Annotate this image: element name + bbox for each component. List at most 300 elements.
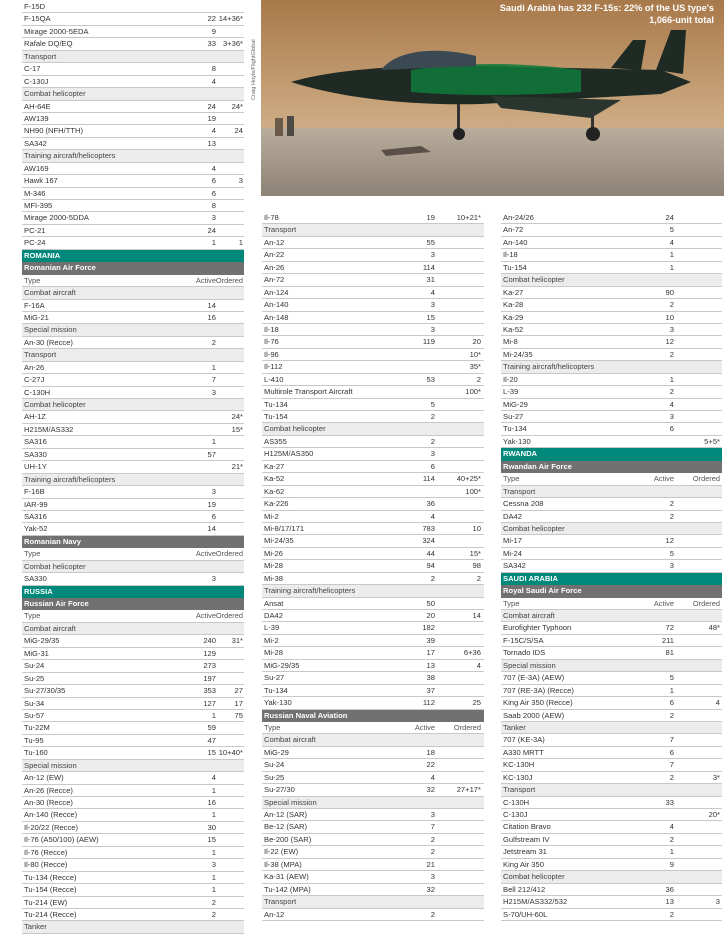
- table-row: [262, 535, 484, 547]
- active-count: 2: [669, 499, 674, 509]
- active-count: 4: [211, 126, 216, 136]
- ordered-count: 24: [234, 126, 243, 136]
- row-label: KC-130J: [503, 772, 533, 782]
- active-count: 4: [669, 399, 674, 409]
- row-label: SA316: [24, 511, 47, 521]
- active-count: 3: [211, 213, 216, 223]
- table-row: [501, 884, 722, 896]
- active-count: 353: [203, 686, 216, 696]
- active-count: 783: [422, 523, 435, 533]
- ordered-count: 27: [234, 686, 243, 696]
- ordered-count: Ordered: [215, 549, 243, 559]
- row-label: Hawk 167: [24, 176, 58, 186]
- row-label: Ka-27: [264, 461, 285, 471]
- active-count: 50: [426, 598, 435, 608]
- ordered-count: 31*: [231, 636, 243, 646]
- table-row: [22, 76, 244, 88]
- active-count: 3: [430, 810, 435, 819]
- row-label: H125M/AS350: [264, 449, 314, 459]
- row-label: Be-12 (SAR): [264, 822, 308, 832]
- column-header-row: [22, 275, 244, 287]
- active-count: 1: [669, 685, 674, 695]
- active-count: 30: [207, 822, 216, 832]
- row-label: An-148: [264, 312, 289, 322]
- row-label: L-39: [503, 387, 519, 397]
- force-header: [501, 585, 722, 597]
- table-row: [501, 374, 722, 386]
- table-row: [262, 436, 484, 448]
- active-count: 1: [669, 847, 674, 857]
- category-row: [22, 150, 244, 162]
- row-label: 707 (KE-3A): [503, 735, 545, 745]
- country-header: [22, 586, 244, 598]
- row-label: F-15D: [24, 2, 46, 11]
- row-label: Transport: [503, 785, 536, 795]
- active-count: 59: [207, 723, 216, 733]
- active-count: 18: [426, 747, 435, 757]
- row-label: Ka-27: [503, 287, 524, 297]
- row-label: RUSSIA: [24, 586, 53, 596]
- row-label: Tu-134: [264, 685, 288, 695]
- active-count: 182: [422, 623, 435, 633]
- table-row: [501, 797, 722, 809]
- active-count: 2: [669, 834, 674, 844]
- row-label: Tu-134: [503, 424, 527, 434]
- row-label: Tu-142 (MPA): [264, 884, 311, 894]
- active-count: 24: [665, 213, 674, 222]
- active-count: 2: [430, 573, 435, 583]
- table-row: [22, 872, 244, 884]
- row-label: PC-24: [24, 238, 46, 248]
- active-count: 14: [207, 300, 216, 310]
- force-header: [501, 461, 722, 473]
- row-label: DA42: [503, 511, 522, 521]
- row-label: Combat aircraft: [503, 611, 555, 620]
- column-header-row: [22, 548, 244, 560]
- row-label: L-410: [264, 374, 284, 384]
- row-label: RWANDA: [503, 449, 538, 459]
- active-count: 240: [203, 636, 216, 646]
- ordered-count: 14+36*: [218, 14, 243, 24]
- category-row: [501, 361, 722, 373]
- table-row: [22, 300, 244, 312]
- active-count: 31: [426, 275, 435, 285]
- row-label: King Air 350: [503, 859, 544, 869]
- ordered-count: 48*: [708, 623, 720, 633]
- table-row: [22, 660, 244, 672]
- active-count: 53: [426, 374, 435, 384]
- ordered-count: 15*: [469, 548, 481, 558]
- row-label: Bell 212/412: [503, 884, 546, 894]
- row-label: Type: [264, 722, 281, 732]
- row-label: Su-24: [24, 661, 45, 671]
- table-row: [501, 312, 722, 324]
- row-label: Transport: [24, 51, 57, 61]
- active-count: 3: [430, 324, 435, 334]
- row-label: Ka-29: [503, 312, 524, 322]
- table-row: [22, 511, 244, 523]
- active-count: 3: [211, 387, 216, 397]
- table-row: [501, 821, 722, 833]
- row-label: Special mission: [264, 797, 317, 807]
- row-label: Il-96: [264, 349, 279, 359]
- row-label: Royal Saudi Air Force: [503, 586, 582, 596]
- active-count: 3: [430, 300, 435, 310]
- ordered-count: 10*: [469, 349, 481, 359]
- row-label: Tanker: [24, 922, 47, 932]
- active-count: 4: [211, 163, 216, 173]
- row-label: F-16A: [24, 300, 45, 310]
- row-label: An-72: [264, 275, 285, 285]
- table-row: [501, 411, 722, 423]
- active-count: 1: [211, 710, 216, 720]
- active-count: 33: [665, 797, 674, 807]
- row-label: S-70/UH-60L: [503, 909, 548, 919]
- row-label: Romanian Air Force: [24, 263, 96, 273]
- force-header: [262, 710, 484, 722]
- table-column-3: [501, 212, 722, 921]
- active-count: 36: [426, 499, 435, 509]
- row-label: SA330: [24, 574, 47, 584]
- category-row: [22, 399, 244, 411]
- column-header-row: [262, 722, 484, 734]
- active-count: 1: [211, 785, 216, 795]
- row-label: An-30 (Recce): [24, 798, 73, 807]
- force-header: [22, 536, 244, 548]
- table-row: [501, 809, 722, 821]
- row-label: An-26: [264, 262, 285, 272]
- active-count: 4: [669, 237, 674, 247]
- row-label: MiG-21: [24, 312, 49, 322]
- row-label: Training aircraft/helicopters: [24, 151, 116, 161]
- row-label: Citation Bravo: [503, 822, 551, 832]
- ordered-count: 3*: [712, 772, 720, 782]
- row-label: Il-18: [264, 324, 279, 334]
- table-row: [501, 386, 722, 398]
- active-count: 32: [426, 785, 435, 795]
- table-row: [262, 262, 484, 274]
- table-row: [22, 648, 244, 660]
- row-label: An-26: [24, 362, 45, 372]
- photo-caption: Saudi Arabia has 232 F-15s: 22% of the US type's 1,066-unit total: [499, 3, 714, 25]
- table-row: [262, 834, 484, 846]
- ordered-count: Ordered: [215, 275, 243, 285]
- ordered-count: Ordered: [692, 598, 720, 608]
- table-row: [22, 573, 244, 585]
- ordered-count: 21*: [231, 462, 243, 472]
- row-label: An-12: [264, 909, 285, 919]
- row-label: Mi-8/17/171: [264, 523, 305, 533]
- active-count: 7: [669, 735, 674, 745]
- table-row: [262, 784, 484, 796]
- table-row: [501, 560, 722, 572]
- row-label: Tu-214 (EW): [24, 897, 68, 907]
- row-label: Be-200 (SAR): [264, 834, 312, 844]
- row-label: L-39: [264, 623, 280, 633]
- table-row: [262, 274, 484, 286]
- row-label: Training aircraft/helicopters: [24, 474, 116, 484]
- active-count: 19: [207, 113, 216, 123]
- row-label: Tu-160: [24, 748, 48, 758]
- row-label: UH-1Y: [24, 462, 47, 472]
- table-row: [262, 573, 484, 585]
- row-label: Combat helicopter: [24, 561, 86, 571]
- ordered-count: 40+25*: [456, 474, 481, 484]
- row-label: Cessna 208: [503, 499, 544, 509]
- row-label: Mirage 2000-5DDA: [24, 213, 89, 223]
- active-count: 9: [211, 26, 216, 36]
- row-label: Combat aircraft: [264, 735, 316, 745]
- table-row: [22, 834, 244, 846]
- active-count: 273: [203, 661, 216, 671]
- table-row: [22, 101, 244, 113]
- row-label: C-17: [24, 64, 41, 74]
- table-row: [501, 262, 722, 274]
- row-label: Mi-28: [264, 648, 283, 658]
- row-label: Ka-226: [264, 499, 289, 509]
- active-count: Active: [195, 549, 216, 559]
- category-row: [22, 561, 244, 573]
- ordered-count: 10+21*: [456, 213, 481, 222]
- active-count: 4: [211, 76, 216, 86]
- table-row: [262, 672, 484, 684]
- category-row: [22, 349, 244, 361]
- table-row: [22, 884, 244, 896]
- table-row: [22, 337, 244, 349]
- active-count: 2: [430, 909, 435, 919]
- active-count: 4: [430, 511, 435, 521]
- active-count: 24: [207, 225, 216, 235]
- active-count: 2: [669, 349, 674, 359]
- row-label: Type: [503, 474, 520, 484]
- row-label: MiG-29/35: [24, 636, 60, 646]
- category-row: [501, 610, 722, 622]
- active-count: 3: [430, 449, 435, 459]
- table-row: [262, 349, 484, 361]
- active-count: 39: [426, 635, 435, 645]
- row-label: Russian Naval Aviation: [264, 710, 348, 720]
- table-row: [501, 498, 722, 510]
- active-count: 1: [211, 872, 216, 882]
- table-row: [22, 312, 244, 324]
- active-count: 94: [426, 561, 435, 571]
- category-row: [501, 523, 722, 535]
- table-row: [262, 772, 484, 784]
- row-label: Su-24: [264, 760, 285, 770]
- table-row: [262, 884, 484, 896]
- row-label: Special mission: [24, 760, 77, 770]
- table-row: [262, 299, 484, 311]
- row-label: ROMANIA: [24, 250, 61, 260]
- active-count: 7: [211, 375, 216, 385]
- table-row: [501, 224, 722, 236]
- row-label: SA316: [24, 437, 47, 447]
- row-label: SAUDI ARABIA: [503, 573, 558, 583]
- row-label: MiG-29: [264, 747, 289, 757]
- table-row: [501, 834, 722, 846]
- row-label: Tanker: [503, 722, 526, 732]
- active-count: 4: [430, 772, 435, 782]
- row-label: Tu-154 (Recce): [24, 885, 77, 895]
- row-label: Mi-17: [503, 536, 522, 546]
- active-count: 7: [430, 822, 435, 832]
- ordered-count: 100*: [465, 387, 481, 397]
- table-row: [262, 647, 484, 659]
- row-label: AW169: [24, 163, 49, 173]
- row-label: Yak-52: [24, 524, 48, 534]
- row-label: An-12 (EW): [24, 773, 64, 783]
- active-count: 3: [211, 574, 216, 584]
- table-row: [262, 312, 484, 324]
- active-count: 1: [211, 885, 216, 895]
- active-count: 119: [422, 337, 435, 347]
- table-row: [262, 622, 484, 634]
- force-header: [22, 262, 244, 274]
- table-row: [22, 188, 244, 200]
- country-header: [22, 250, 244, 262]
- category-row: [501, 784, 722, 796]
- table-row: [262, 548, 484, 560]
- ordered-count: 35*: [469, 362, 481, 372]
- active-count: 47: [207, 735, 216, 745]
- row-label: Transport: [264, 225, 297, 235]
- table-row: [22, 785, 244, 797]
- active-count: 3: [669, 324, 674, 334]
- row-label: Combat helicopter: [24, 400, 86, 409]
- column-header-row: [501, 598, 722, 610]
- row-label: Training aircraft/helicopters: [503, 362, 595, 372]
- table-row: [22, 461, 244, 473]
- row-label: Combat helicopter: [503, 275, 565, 285]
- table-row: [501, 336, 722, 348]
- photo-credit: Craig Hoyle/FlightGlobal: [251, 39, 257, 100]
- table-row: [22, 212, 244, 224]
- active-count: 13: [426, 660, 435, 670]
- active-count: 17: [426, 648, 435, 658]
- table-row: [22, 13, 244, 25]
- category-row: [501, 871, 722, 883]
- active-count: 1: [211, 437, 216, 447]
- row-label: King Air 350 (Recce): [503, 698, 573, 708]
- active-count: Active: [653, 598, 674, 608]
- row-label: An-72: [503, 225, 524, 235]
- table-row: [501, 287, 722, 299]
- row-label: An-124: [264, 287, 289, 297]
- row-label: F-15C/S/SA: [503, 635, 544, 645]
- row-label: Ka-62: [264, 486, 285, 496]
- row-label: Type: [24, 549, 41, 559]
- active-count: 2: [669, 300, 674, 310]
- country-header: [501, 573, 722, 585]
- row-label: AW139: [24, 113, 49, 123]
- category-row: [22, 287, 244, 299]
- table-row: [22, 673, 244, 685]
- table-row: [262, 324, 484, 336]
- active-count: 1: [211, 238, 216, 248]
- row-label: Training aircraft/helicopters: [264, 586, 356, 596]
- column-header-row: [22, 610, 244, 622]
- table-row: [22, 449, 244, 461]
- row-label: Type: [24, 611, 41, 621]
- row-label: Il-78: [264, 213, 279, 222]
- table-row: [501, 635, 722, 647]
- active-count: 37: [426, 685, 435, 695]
- table-row: [22, 436, 244, 448]
- table-row: [22, 635, 244, 647]
- row-label: Type: [24, 275, 41, 285]
- active-count: 114: [422, 262, 435, 272]
- category-row: [262, 797, 484, 809]
- active-count: 5: [669, 548, 674, 558]
- row-label: Tornado IDS: [503, 648, 546, 658]
- row-label: Il-112: [264, 362, 283, 372]
- active-count: 57: [207, 449, 216, 459]
- row-label: Jetstream 31: [503, 847, 547, 857]
- active-count: 22: [426, 760, 435, 770]
- table-row: [22, 499, 244, 511]
- active-count: 127: [203, 698, 216, 708]
- active-count: 7: [669, 760, 674, 770]
- row-label: Su-27/30: [264, 785, 295, 795]
- row-label: Combat helicopter: [24, 89, 86, 99]
- column-header-row: [501, 473, 722, 485]
- row-label: Il-76 (A50/100) (AEW): [24, 835, 99, 845]
- table-row: [262, 212, 484, 224]
- table-row: [262, 249, 484, 261]
- table-row: [22, 38, 244, 50]
- row-label: SA330: [24, 449, 47, 459]
- row-label: Mirage 2000-5EDA: [24, 26, 89, 36]
- table-row: [22, 113, 244, 125]
- active-count: 15: [207, 835, 216, 845]
- table-row: [22, 63, 244, 75]
- row-label: Tu-154: [503, 262, 527, 272]
- table-row: [22, 909, 244, 921]
- row-label: Tu-134 (Recce): [24, 872, 77, 882]
- row-label: Tu-22M: [24, 723, 50, 733]
- active-count: 1: [669, 374, 674, 384]
- active-count: 12: [665, 536, 674, 546]
- row-label: Il-80 (Recce): [24, 860, 68, 870]
- row-label: Tu-154: [264, 412, 288, 421]
- table-row: [501, 647, 722, 659]
- row-label: 707 (RE-3A) (Recce): [503, 685, 574, 695]
- row-label: Combat helicopter: [264, 424, 326, 434]
- table-row: [22, 797, 244, 809]
- ordered-count: 4: [715, 698, 720, 708]
- active-count: 3: [211, 860, 216, 870]
- active-count: 2: [430, 412, 435, 421]
- table-row: [262, 374, 484, 386]
- table-row: [22, 747, 244, 759]
- ordered-count: Ordered: [453, 722, 481, 732]
- table-row: [22, 225, 244, 237]
- table-row: [262, 697, 484, 709]
- row-label: F-16B: [24, 487, 45, 497]
- row-label: AS355: [264, 436, 287, 446]
- row-label: Yak-130: [264, 698, 292, 708]
- category-row: [22, 88, 244, 100]
- table-row: [262, 386, 484, 398]
- active-count: 197: [203, 673, 216, 683]
- table-row: [22, 138, 244, 150]
- table-row: [22, 897, 244, 909]
- table-row: [262, 523, 484, 535]
- row-label: Tu-214 (Recce): [24, 909, 77, 919]
- table-row: [22, 809, 244, 821]
- row-label: C-130H: [503, 797, 530, 807]
- table-row: [262, 399, 484, 411]
